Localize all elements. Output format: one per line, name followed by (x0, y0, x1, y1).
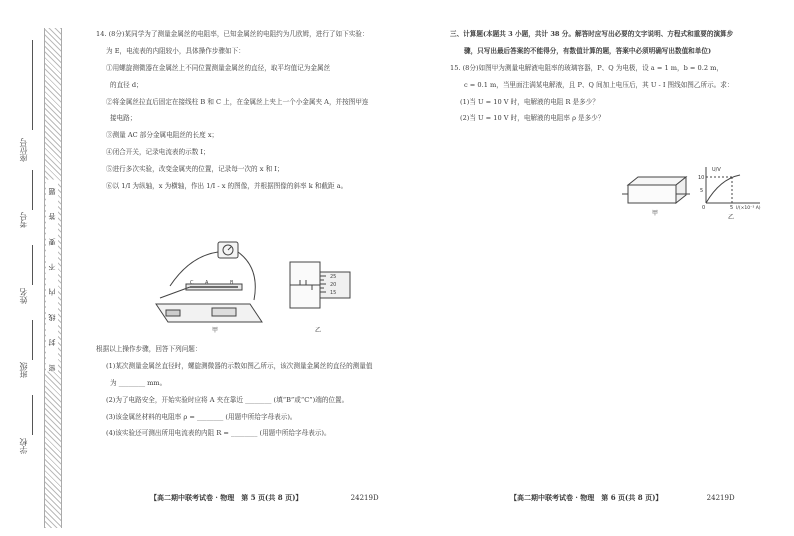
step1b: 的直径 d； (110, 80, 143, 89)
fig-label-jia: 甲 (212, 327, 219, 334)
step4: ④闭合开关，记录电流表的示数 I； (106, 148, 210, 157)
question-3: (3)该金属丝材料的电阻率 ρ = ________ (用题中所给字母表示)。 (106, 412, 297, 421)
section-title-2: 骤，只写出最后答案的不能得分，有数值计算的题，答案中必须明确写出数值和单位) (464, 46, 712, 55)
seat-label: 座位号 (19, 138, 28, 162)
step6: ⑥以 1/I 为纵轴，x 为横轴，作出 1/I - x 的图像，并根据图像的斜率 k 和截距 a。 (106, 182, 348, 191)
class-line (32, 320, 33, 360)
step2b: 接电路； (110, 114, 137, 123)
micrometer-figure (290, 262, 350, 308)
class-label: 班级 (19, 362, 28, 378)
binding-margin (0, 0, 62, 536)
question-4: (4)该实验还可测出所用电流表的内阻 R = ________ (用题中所给字母表示)。 (106, 429, 331, 438)
label-C: C (190, 280, 194, 286)
micrometer-tick-15: 15 (330, 290, 337, 296)
section-title: 三、计算题(本题共 3 小题，共计 38 分。解答时应写出必要的文字说明、方程式和重要的演算步 (450, 30, 734, 38)
question-1: (1)某次测量金属丝直径时，螺旋测微器的示数如图乙所示，该次测量金属丝的直径的测量值 (106, 361, 373, 370)
left-page-questions (96, 345, 396, 446)
fig-label-yi: 乙 (315, 327, 322, 334)
graph-x5: 5 (730, 205, 734, 211)
q15: 15. (8分)如图甲为测量电解液电阻率的玻璃容器，P、Q 为电极，设 a = 1 m，b = 0.2 m， (450, 63, 723, 72)
left-footer-title: 【高二期中联考试卷 · 物理 第 5 页(共 8 页)】 (150, 493, 303, 502)
left-footer (150, 493, 379, 503)
after-ops: 根据以上操作步骤，回答下列问题： (96, 345, 202, 353)
right-footer-code: 24219D (706, 494, 735, 502)
graph-y5: 5 (700, 188, 704, 194)
school-label: 学校 (19, 438, 28, 454)
right-footer-title: 【高二期中联考试卷 · 物理 第 6 页(共 8 页)】 (510, 493, 663, 502)
q15b: c = 0.1 m，当里面注满某电解液，且 P、Q 间加上电压后，其 U - I 图线如图乙所示。求： (464, 80, 734, 89)
step5: ⑤进行多次实验，改变金属夹的位置，记录每一次的 x 和 I； (106, 165, 284, 174)
exam-no-label: 考号 (19, 212, 28, 228)
q14-intro: 14. (8分)某同学为了测量金属丝的电阻率，已知金属丝的电阻约为几欧姆，进行了如下实验： (96, 30, 369, 38)
exam-no-line (32, 170, 33, 210)
name-line (32, 245, 33, 285)
circuit-figure (156, 242, 262, 322)
right-fig-label-yi: 乙 (728, 214, 735, 221)
step3: ③测量 AC 部分金属电阻丝的长度 x； (106, 131, 219, 140)
cut-line-text: 密 封 线 内 不 要 答 题 (48, 180, 56, 372)
micrometer-tick-25: 25 (330, 274, 337, 280)
question-2: (2)为了电路安全，开始实验时应将 A 夹在靠近 ________ (填“B”或“C”)端的位置。 (106, 395, 349, 404)
graph-origin: 0 (702, 205, 706, 211)
right-figures (620, 165, 770, 227)
right-footer (510, 493, 735, 503)
q15-sub1: (1)当 U = 10 V 时，电解液的电阻 R 是多少？ (460, 97, 599, 106)
left-footer-code: 24219D (350, 494, 379, 502)
label-B: B (230, 280, 234, 286)
right-fig-label-jia: 甲 (652, 210, 659, 217)
graph-ylabel: U/V (712, 167, 721, 173)
graph-xlabel: I/(×10⁻³ A) (736, 206, 761, 211)
step2: ②将金属丝拉直后固定在接线柱 B 和 C 上，在金属丝上夹上一个小金属夹 A，并按图甲连 (106, 97, 369, 106)
container-figure (622, 177, 690, 203)
name-label: 姓名 (19, 288, 28, 304)
left-figures (150, 238, 360, 338)
graph-y10: 10 (698, 175, 705, 181)
q14-line2: 为 E，电流表的内阻较小，具体操作步骤如下： (106, 46, 245, 55)
seat-line (32, 40, 33, 130)
school-line (32, 395, 33, 435)
right-page (450, 30, 770, 131)
left-page (96, 30, 396, 199)
step1: ①用螺旋测微器在金属丝上不同位置测量金属丝的直径，取平均值记为金属丝 (106, 63, 331, 72)
micrometer-tick-20: 20 (330, 282, 337, 288)
q15-sub2: (2)当 U = 10 V 时，电解液的电阻率 ρ 是多少？ (460, 114, 605, 123)
question-1b: 为 ________ mm。 (110, 378, 167, 387)
label-A: A (205, 280, 209, 286)
